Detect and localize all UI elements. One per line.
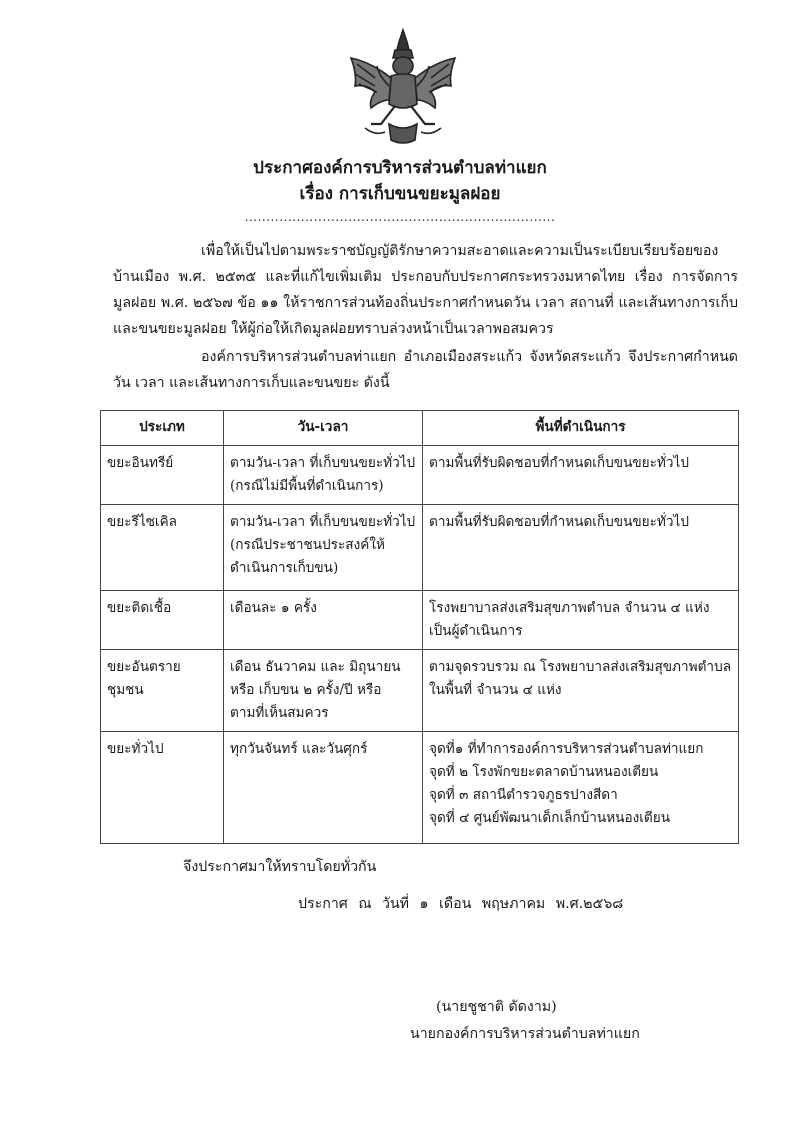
table-row <box>101 732 739 844</box>
title-separator: ........................................................................ <box>244 210 556 224</box>
cell-type: ขยะอันตรายชุมชน <box>101 650 224 732</box>
signer-position: นายกองค์การบริหารส่วนตำบลท่าแยก <box>410 1026 640 1042</box>
collection-schedule-table <box>100 410 739 844</box>
cell-time: ตามวัน-เวลา ที่เก็บขนขยะทั่วไป (กรณีประชาชนประสงค์ให้ ดำเนินการเก็บขน) <box>224 505 423 591</box>
cell-time: เดือน ธันวาคม และ มิถุนายน หรือ เก็บขน ๒ ครั้ง/ปี หรือ ตามที่เห็นสมควร <box>224 650 423 732</box>
cell-area: จุดที่๑ ที่ทำการองค์การบริหารส่วนตำบลท่าแยก จุดที่ ๒ โรงพักขยะตลาดบ้านหนองเตียน จุดที่ ๓ สถานีตำรวจภูธรปางสีดา จุดที่ ๔ ศูนย์พัฒนาเด็กเล็กบ้านหนองเตียน <box>423 732 739 844</box>
garuda-emblem-icon <box>345 28 461 146</box>
document-subject: เรื่อง การเก็บขนขยะมูลฝอย <box>299 184 501 204</box>
signer-name: (นายชูชาติ ดัดงาม) <box>436 999 557 1015</box>
cell-area: ตามจุดรวบรวม ณ โรงพยาบาลส่งเสริมสุขภาพตำบล ในพื้นที่ จำนวน ๔ แห่ง <box>423 650 739 732</box>
header-time: วัน-เวลา <box>224 411 423 446</box>
table-row <box>101 650 739 732</box>
table-row <box>101 446 739 505</box>
header-type: ประเภท <box>101 411 224 446</box>
closing-notice: จึงประกาศมาให้ทราบโดยทั่วกัน <box>183 859 377 875</box>
table-row <box>101 591 739 650</box>
cell-type: ขยะรีไซเคิล <box>101 505 224 591</box>
declaration-paragraph: องค์การบริหารส่วนตำบลท่าแยก อำเภอเมืองสระแก้ว จังหวัดสระแก้ว จึงประกาศกำหนดวัน เวลา และเส้นทางการเก็บและขนขยะ ดังนี้ <box>113 349 738 391</box>
cell-area: ตามพื้นที่รับผิดชอบที่กำหนดเก็บขนขยะทั่วไป <box>423 446 739 505</box>
cell-time: ทุกวันจันทร์ และวันศุกร์ <box>224 732 423 844</box>
cell-type: ขยะติดเชื้อ <box>101 591 224 650</box>
cell-area: ตามพื้นที่รับผิดชอบที่กำหนดเก็บขนขยะทั่วไป <box>423 505 739 591</box>
cell-time: ตามวัน-เวลา ที่เก็บขนขยะทั่วไป (กรณีไม่มีพื้นที่ดำเนินการ) <box>224 446 423 505</box>
table-header-row <box>101 411 739 446</box>
table-row <box>101 505 739 591</box>
cell-type: ขยะทั่วไป <box>101 732 224 844</box>
header-area: พื้นที่ดำเนินการ <box>423 411 739 446</box>
cell-area: โรงพยาบาลส่งเสริมสุขภาพตำบล จำนวน ๔ แห่ง เป็นผู้ดำเนินการ <box>423 591 739 650</box>
cell-time: เดือนละ ๑ ครั้ง <box>224 591 423 650</box>
cell-type: ขยะอินทรีย์ <box>101 446 224 505</box>
announcement-date: ประกาศ ณ วันที่ ๑ เดือน พฤษภาคม พ.ศ.๒๕๖๘ <box>298 896 624 912</box>
intro-paragraph: เพื่อให้เป็นไปตามพระราชบัญญัติรักษาความสะอาดและความเป็นระเบียบเรียบร้อยของบ้านเมือง พ.ศ. ๒๕๓๕ และที่แก้ไขเพิ่มเติม ประกอบกับประกาศกระทรวงมหาดไทย เรื่อง การจัดการมูลฝอย พ.ศ. ๒๕๖๗ ข้อ ๑๑ ให้ราชการส่วนท้องถิ่นประกาศกำหนดวัน เวลา สถานที่ และเส้นทางการเก็บและขนขยะมูลฝอย ให้ผู้ก่อให้เกิดมูลฝอยทราบล่วงหน้าเป็นเวลาพอสมควร <box>113 243 738 337</box>
document-title: ประกาศองค์การบริหารส่วนตำบลท่าแยก <box>253 158 547 178</box>
